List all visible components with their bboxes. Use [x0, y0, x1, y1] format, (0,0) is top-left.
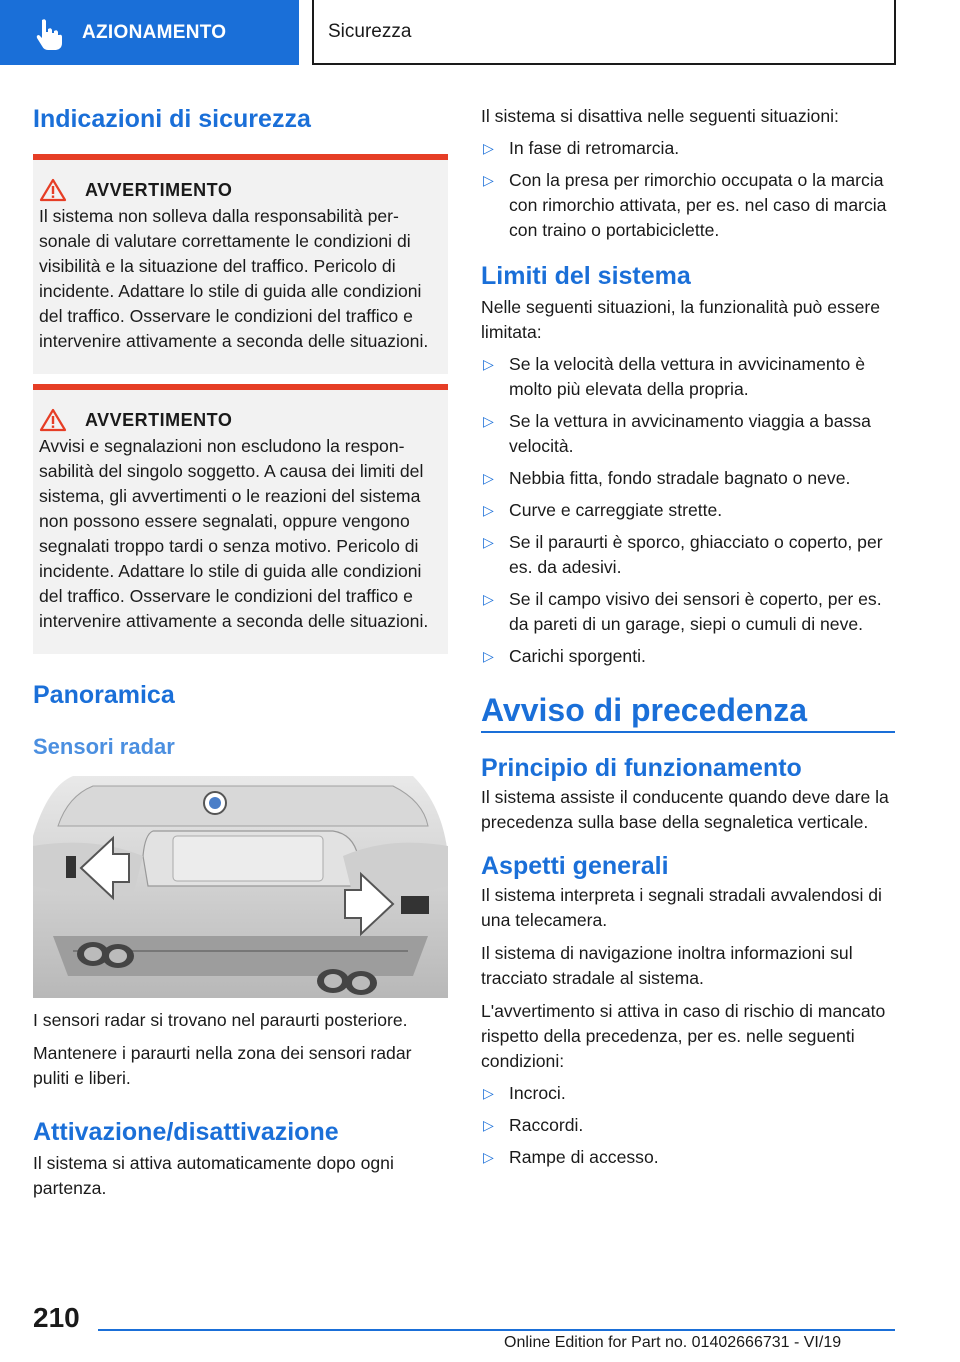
triangle-bullet-icon: ▷ — [483, 140, 494, 156]
heading-principle: Principio di funzionamento — [481, 754, 802, 783]
radar-clean-text: Mantenere i paraurti nella zona dei sensori radar puliti e liberi. — [33, 1043, 412, 1089]
triangle-bullet-icon: ▷ — [483, 648, 494, 664]
list-item: ▷ Incroci. — [481, 1081, 895, 1106]
list-item: ▷ In fase di retromarcia. — [481, 136, 895, 161]
warning-text: Il sistema non solleva dalla responsabilità personale di valutare correttamente le condizioni di visibilità e la situazione del traffico. Pericolo di incidente. Adattare lo stile di guida alle condizioni del traffico. Osservare le condizioni del traffico e intervenire attivamente a seconda delle situazioni. — [39, 206, 429, 351]
triangle-bullet-icon: ▷ — [483, 413, 494, 429]
principle-text: Il sistema assiste il conducente quando deve dare la precedenza sulla base della segnaletica verticale. — [481, 787, 889, 833]
list-item: ▷ Se la vettura in avvicinamento viaggia a bassa velocità. — [481, 409, 895, 459]
list-item: ▷ Raccordi. — [481, 1113, 895, 1138]
general-text-1: Il sistema interpreta i segnali stradali avvalendosi di una telecamera. — [481, 885, 882, 931]
heading-activation: Attivazione/disattivazione — [33, 1118, 339, 1147]
list-item: ▷ Nebbia fitta, fondo stradale bagnato o neve. — [481, 466, 895, 491]
list-item: ▷ Rampe di accesso. — [481, 1145, 895, 1170]
heading-divider — [481, 731, 895, 733]
general-text-2: Il sistema di navigazione inoltra informazioni sul tracciato stradale al sistema. — [481, 943, 853, 989]
heading-radar-sensors: Sensori radar — [33, 734, 175, 759]
triangle-bullet-icon: ▷ — [483, 502, 494, 518]
hand-pointer-icon — [30, 16, 64, 50]
chapter-tab[interactable] — [0, 0, 299, 65]
list-item: ▷ Se il campo visivo dei sensori è coperto, per es. da pareti di un garage, siepi o cumuli di neve. — [481, 587, 895, 637]
list-item: ▷ Carichi sporgenti. — [481, 644, 895, 669]
footer-divider — [98, 1329, 895, 1331]
list-item: ▷ Se la velocità della vettura in avvicinamento è molto più elevata della propria. — [481, 352, 895, 402]
left-column — [33, 100, 448, 1201]
car-rear-radar-illustration — [33, 776, 448, 998]
warning-text: Avvisi e segnalazioni non escludono la responsabilità del singolo soggetto. A causa dei limiti del sistema, gli avvertimenti o le reazioni del sistema non possono essere segnalati, oppure vengono segnalati troppo tardi o senza motivo. Pericolo di incidente. Adattare lo stile di guida alle condizioni del traffico. Osservare le condizioni del traffico e intervenire attivamente a seconda delle situazioni. — [39, 436, 429, 631]
radar-location-text: I sensori radar si trovano nel paraurti posteriore. — [33, 1010, 408, 1031]
list-item: ▷ Con la presa per rimorchio occupata o la marcia con rimorchio attivata, per es. nel caso di marcia con traino o portabiciclette. — [481, 168, 895, 243]
activation-text: Il sistema si attiva automaticamente dopo ogni partenza. — [33, 1153, 394, 1199]
general-list — [481, 1081, 895, 1170]
section-title: Sicurezza — [328, 20, 412, 42]
warning-title: AVVERTIMENTO — [85, 409, 233, 430]
general-text-3: L'avvertimento si attiva in caso di rischio di mancato rispetto della precedenza, per es. nelle seguenti condizioni: — [481, 1001, 886, 1072]
triangle-bullet-icon: ▷ — [483, 1149, 494, 1166]
limits-intro: Nelle seguenti situazioni, la funzionalità può essere limitata: — [481, 297, 881, 342]
heading-limits: Limiti del sistema — [481, 262, 691, 290]
deactivation-intro: Il sistema si disattiva nelle seguenti situazioni: — [481, 106, 839, 126]
deactivation-list — [481, 136, 895, 243]
warning-title: AVVERTIMENTO — [85, 179, 233, 200]
heading-safety: Indicazioni di sicurezza — [33, 105, 311, 133]
chapter-label: AZIONAMENTO — [82, 21, 227, 43]
triangle-bullet-icon: ▷ — [483, 470, 494, 486]
limits-list — [481, 352, 895, 669]
list-item: ▷ Curve e carreggiate strette. — [481, 498, 895, 523]
triangle-bullet-icon: ▷ — [483, 534, 494, 550]
warning-triangle-icon — [39, 408, 67, 432]
triangle-bullet-icon: ▷ — [483, 1117, 494, 1134]
section-header — [312, 0, 896, 65]
triangle-bullet-icon: ▷ — [483, 356, 494, 372]
heading-priority-warning: Avviso di precedenza — [481, 692, 808, 728]
footer-edition: Online Edition for Part no. 01402666731 - VI/19 — [504, 1334, 842, 1351]
heading-overview: Panoramica — [33, 681, 175, 709]
triangle-bullet-icon: ▷ — [483, 1085, 494, 1102]
triangle-bullet-icon: ▷ — [483, 591, 494, 607]
list-item: ▷ Se il paraurti è sporco, ghiacciato o coperto, per es. da adesivi. — [481, 530, 895, 580]
warning-box-1 — [33, 154, 448, 374]
page-number: 210 — [33, 1302, 80, 1333]
warning-box-2 — [33, 384, 448, 654]
warning-triangle-icon — [39, 178, 67, 202]
heading-general: Aspetti generali — [481, 852, 669, 881]
right-column — [481, 104, 895, 1177]
triangle-bullet-icon: ▷ — [483, 172, 494, 188]
